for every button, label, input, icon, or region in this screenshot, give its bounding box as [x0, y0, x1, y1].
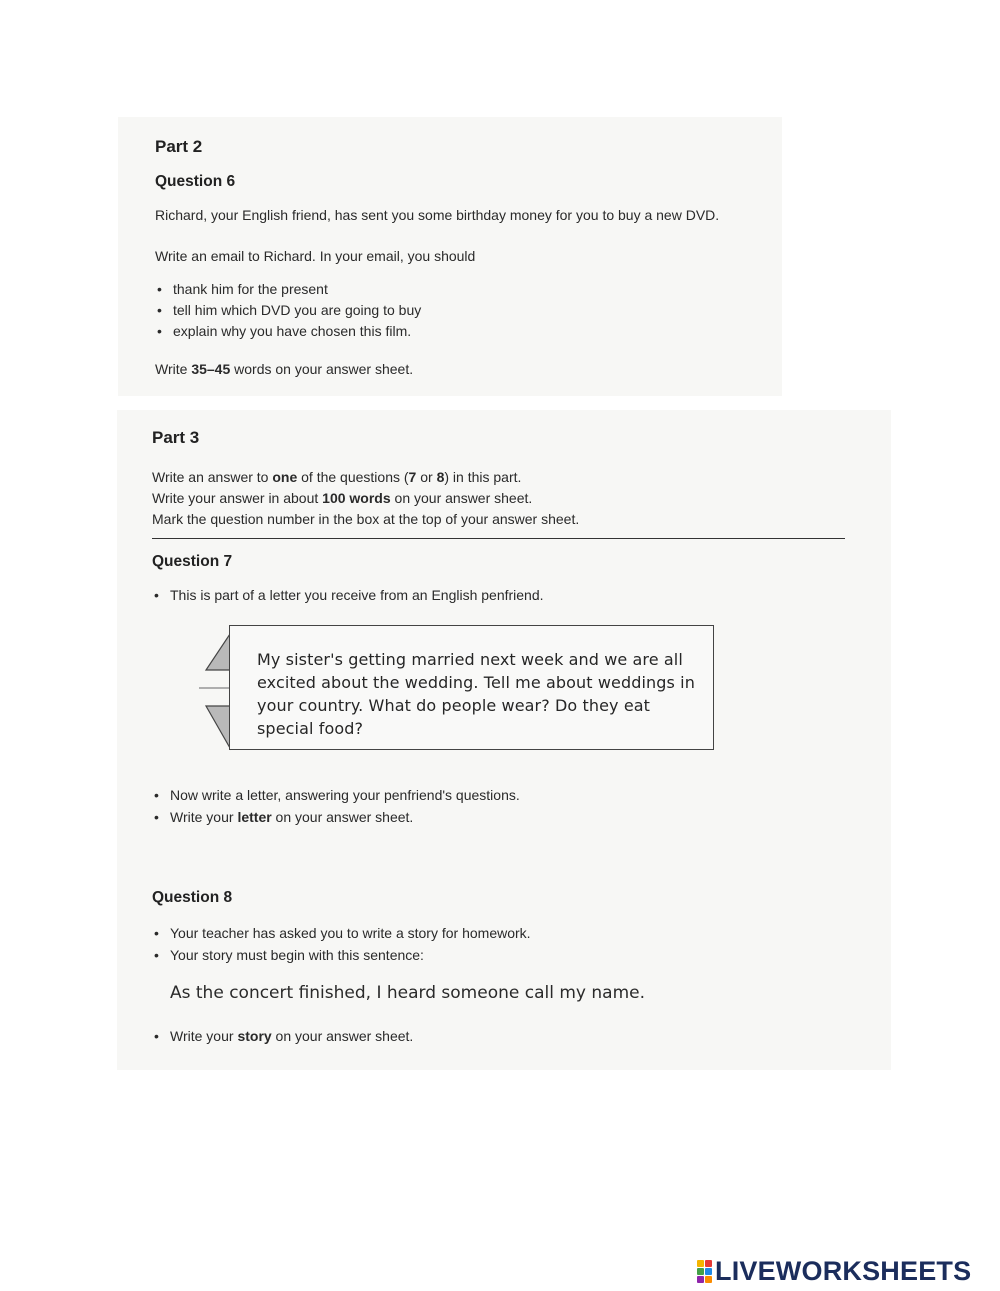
- question8-bullets: [152, 922, 531, 966]
- penfriend-letter-box: [229, 625, 714, 750]
- letter-page-fold-icon: [196, 628, 232, 752]
- list-item: • tell him which DVD you are going to buy: [155, 300, 421, 321]
- question6-instruction: Write an email to Richard. In your email, you should: [155, 248, 476, 264]
- question7-bullet-intro: [152, 587, 544, 603]
- list-item: • This is part of a letter you receive from an English penfriend.: [152, 587, 544, 603]
- list-item: • Now write a letter, answering your penfriend's questions.: [152, 784, 520, 806]
- story-opening-sentence: As the concert finished, I heard someone call my name.: [170, 983, 645, 1003]
- list-item: • Your story must begin with this sentence:: [152, 944, 531, 966]
- part3-heading: Part 3: [152, 428, 200, 447]
- list-item: • thank him for the present: [155, 279, 421, 300]
- logo-blocks-icon: [697, 1260, 712, 1283]
- question7-bullets: [152, 784, 520, 828]
- question7-title: Question 7: [152, 553, 233, 570]
- question8-title: Question 8: [152, 889, 233, 906]
- question6-word-limit: Write 35–45 words on your answer sheet.: [155, 361, 414, 377]
- liveworksheets-logo: [697, 1256, 971, 1286]
- part3-instruction-3: Mark the question number in the box at the top of your answer sheet.: [152, 511, 580, 527]
- part2-heading: Part 2: [155, 137, 203, 156]
- question6-bullets: [155, 279, 421, 342]
- question6-intro: Richard, your English friend, has sent you some birthday money for you to buy a new DVD.: [155, 207, 720, 223]
- penfriend-letter-text: My sister's getting married next week and we are all excited about the wedding. Tell me about weddings in your country. What do people wear? Do they eat special food?: [257, 650, 695, 738]
- list-item: • Write your letter on your answer sheet.: [152, 806, 520, 828]
- list-item: • Your teacher has asked you to write a story for homework.: [152, 922, 531, 944]
- list-item: • Write your story on your answer sheet.: [152, 1028, 413, 1044]
- part3-instruction-2: Write your answer in about 100 words on your answer sheet.: [152, 490, 533, 506]
- question6-title: Question 6: [155, 173, 236, 190]
- list-item: • explain why you have chosen this film.: [155, 321, 421, 342]
- question8-final-bullet: [152, 1028, 413, 1044]
- divider: [152, 538, 845, 539]
- part3-instruction-1: Write an answer to one of the questions (7 or 8) in this part.: [152, 469, 522, 485]
- logo-text: LIVEWORKSHEETS: [715, 1255, 972, 1286]
